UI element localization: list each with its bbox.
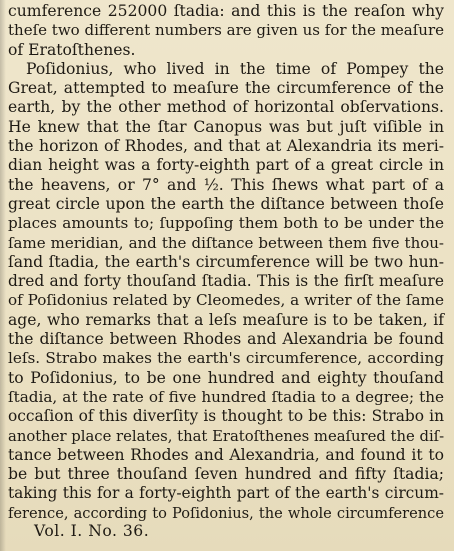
text-line: the heavens, or 7° and ½. This ſhews what part of a	[8, 175, 444, 194]
text-line: taking this for a forty-eighth part of the earth's circum-	[8, 484, 444, 503]
text-line: of Eratoſthenes.	[8, 40, 136, 59]
text-line: theſe two different numbers are given us for the meaſure	[8, 21, 444, 40]
text-line: occaſion of this diverſity is thought to be this: Strabo in	[8, 407, 444, 426]
text-line: earth, by the other method of horizontal obſervations.	[8, 98, 444, 117]
text-line: Great, attempted to meaſure the circumference of the	[8, 79, 444, 98]
text-line: of Poſidonius related by Cleomedes, a writer of the ſame	[8, 291, 444, 310]
text-line: places amounts to; ſuppoſing them both to be under the	[8, 214, 444, 233]
text-line: the diſtance between Rhodes and Alexandria be found	[8, 330, 444, 349]
text-line: ſame meridian, and the diſtance between them five thou-	[8, 233, 444, 252]
text-line: the horizon of Rhodes, and that at Alexandria its meri-	[8, 137, 444, 156]
text-line: great circle upon the earth the diſtance between thoſe	[8, 194, 444, 213]
text-line: cumference 252000 ſtadia: and this is the reaſon why	[8, 2, 444, 20]
body-text	[8, 2, 444, 523]
text-line: dred and forty thouſand ſtadia. This is the firſt meaſure	[8, 272, 444, 291]
text-line: age, who remarks that a leſs meaſure is to be taken, if	[8, 310, 444, 329]
text-line: tance between Rhodes and Alexandria, and found it to	[8, 445, 444, 464]
text-line: ference, according to Poſidonius, the whole circumference	[8, 504, 444, 522]
volume-signature: Vol. I. No. 36.	[34, 522, 150, 540]
page-footer	[8, 522, 444, 540]
text-line: Poſidonius, who lived in the time of Pompey the	[26, 59, 444, 78]
text-line: another place relates, that Eratoſthenes meaſured the diſ-	[8, 427, 445, 445]
text-line: to Poſidonius, to be one hundred and eighty thouſand	[8, 368, 444, 387]
page-fold-shadow	[0, 0, 6, 551]
text-line: ſand ſtadia, the earth's circumference will be two hun-	[8, 252, 444, 271]
text-line: leſs. Strabo makes the earth's circumference, according	[8, 349, 444, 368]
text-line: dian height was a forty-eighth part of a great circle in	[8, 156, 444, 175]
text-line: be but three thouſand ſeven hundred and fifty ſtadia;	[8, 465, 444, 484]
text-line: ſtadia, at the rate of five hundred ſtadia to a degree; the	[8, 387, 444, 406]
text-line: He knew that the ſtar Canopus was but juſt viſible in	[8, 117, 444, 136]
